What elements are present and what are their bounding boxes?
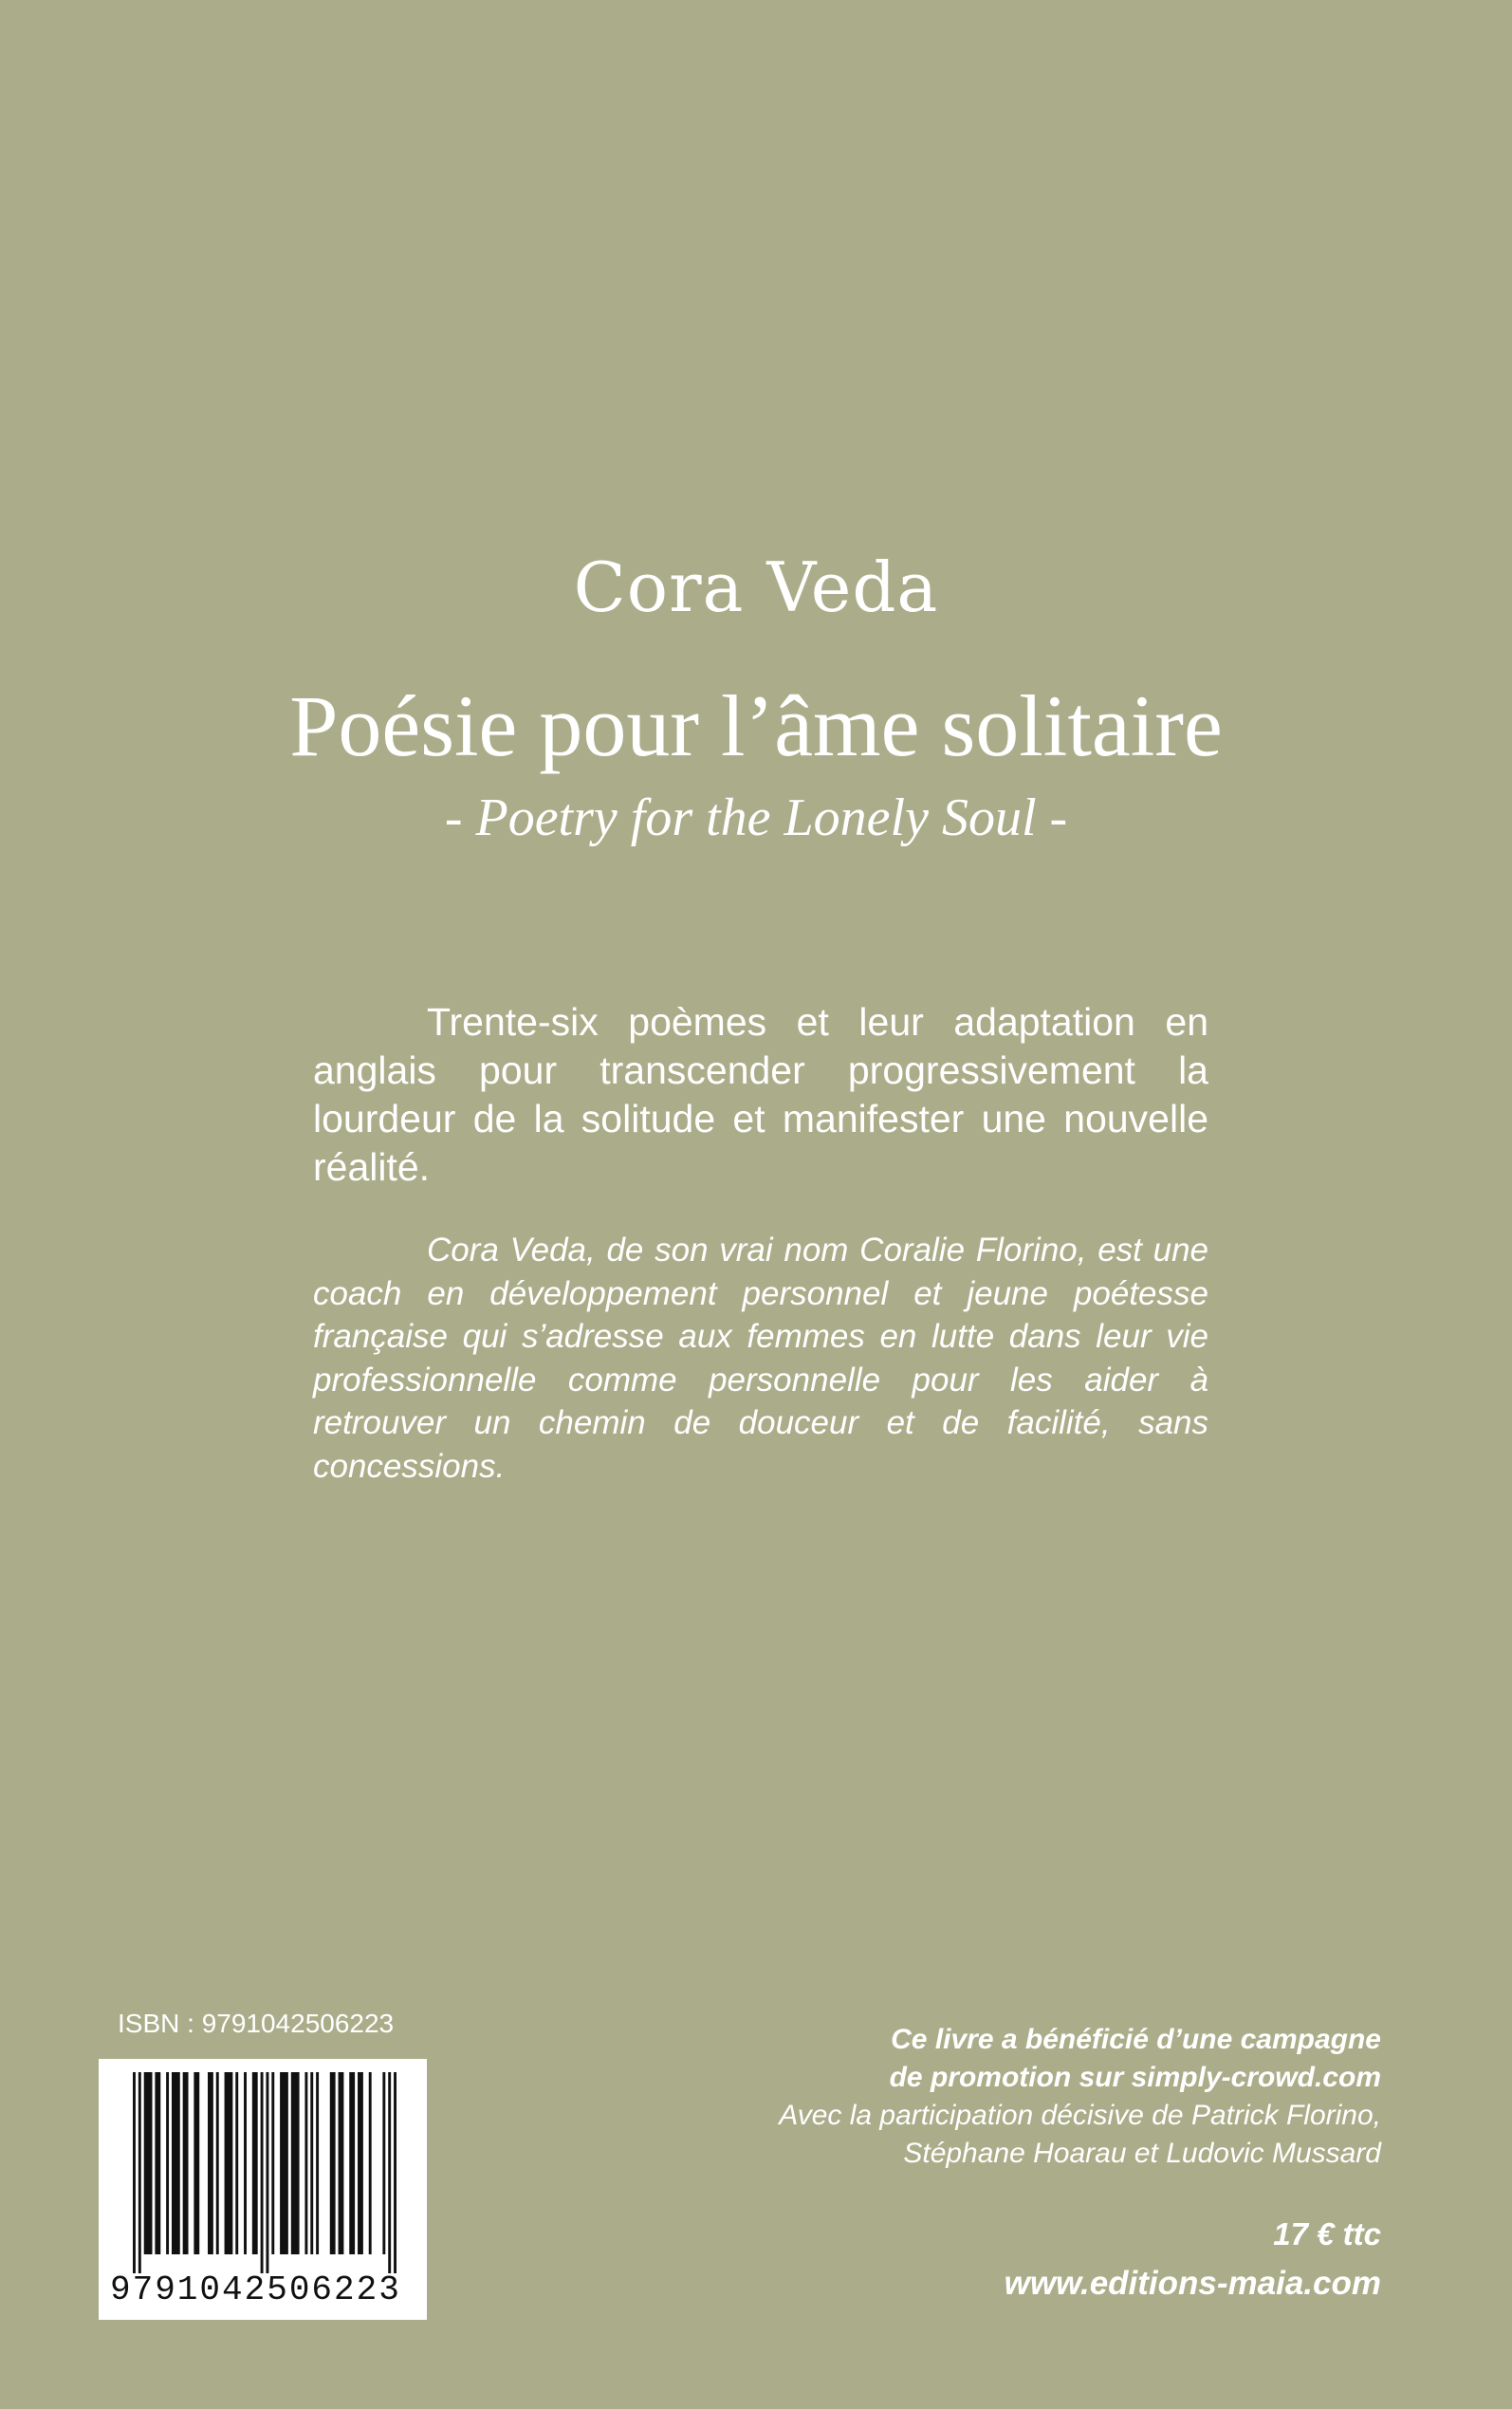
barcode-bar — [235, 2072, 238, 2254]
barcode-bar — [316, 2072, 319, 2254]
credits-line-2: de promotion sur simply-crowd.com — [889, 2062, 1381, 2093]
barcode-bar — [166, 2072, 169, 2254]
barcode-bar — [225, 2072, 233, 2254]
credits-line-1: Ce livre a bénéficié d’une campagne — [891, 2024, 1381, 2055]
author-bio-paragraph: Cora Veda, de son vrai nom Coralie Florino, est une coach en développement personnel et jeune poétesse française qui s’adresse aux femmes en lutte dans leur vie professionnelle comme personnelle pour les aider à retrouver un chemin de douceur et de facilité, sans concessions. — [313, 1232, 1208, 1485]
barcode-bar — [280, 2072, 288, 2254]
barcode-bar — [133, 2072, 136, 2273]
barcode-bar — [330, 2072, 336, 2254]
barcode-bar — [349, 2072, 355, 2254]
credits-block — [721, 2021, 1381, 2173]
barcode-bar — [339, 2072, 344, 2254]
barcode-bar — [155, 2072, 160, 2254]
book-title: Poésie pour l’âme solitaire — [289, 677, 1223, 774]
barcode-bar — [310, 2072, 313, 2254]
isbn-label: ISBN : 9791042506223 — [118, 2009, 395, 2038]
barcode-bar — [144, 2072, 153, 2254]
barcode-bar — [388, 2072, 391, 2273]
publisher-website: www.editions-maia.com — [1004, 2265, 1381, 2302]
barcode-digits: 9791042506223 — [110, 2270, 401, 2309]
barcode-bar — [138, 2072, 141, 2273]
barcode-bar — [183, 2072, 189, 2254]
barcode-bar — [252, 2072, 258, 2254]
summary-paragraph: Trente-six poèmes et leur adaptation en anglais pour transcender progressivement la lourdeur de la solitude et manifester une nouvelle réalité. — [313, 1000, 1208, 1189]
barcode-bar — [216, 2072, 219, 2254]
barcode-bar — [304, 2072, 307, 2254]
barcode-bars — [99, 2059, 427, 2275]
barcode-bar — [208, 2072, 213, 2254]
barcode-bar — [382, 2072, 385, 2254]
barcode-bar — [271, 2072, 274, 2254]
credits-line-3: Avec la participation décisive de Patrick Florino, — [779, 2100, 1381, 2131]
credits-line-4: Stéphane Hoarau et Ludovic Mussard — [903, 2138, 1381, 2169]
barcode-bar — [291, 2072, 300, 2254]
barcode — [99, 2059, 427, 2320]
barcode-bar — [244, 2072, 247, 2254]
barcode-bar — [358, 2072, 363, 2254]
barcode-bar — [369, 2072, 372, 2254]
barcode-bar — [394, 2072, 396, 2273]
barcode-bar — [172, 2072, 180, 2254]
book-subtitle: - Poetry for the Lonely Soul - — [444, 788, 1068, 847]
barcode-bar — [266, 2072, 268, 2273]
price: 17 € ttc — [1273, 2216, 1381, 2251]
barcode-bar — [261, 2072, 264, 2273]
author-name: Cora Veda — [573, 547, 939, 627]
barcode-bar — [194, 2072, 199, 2254]
